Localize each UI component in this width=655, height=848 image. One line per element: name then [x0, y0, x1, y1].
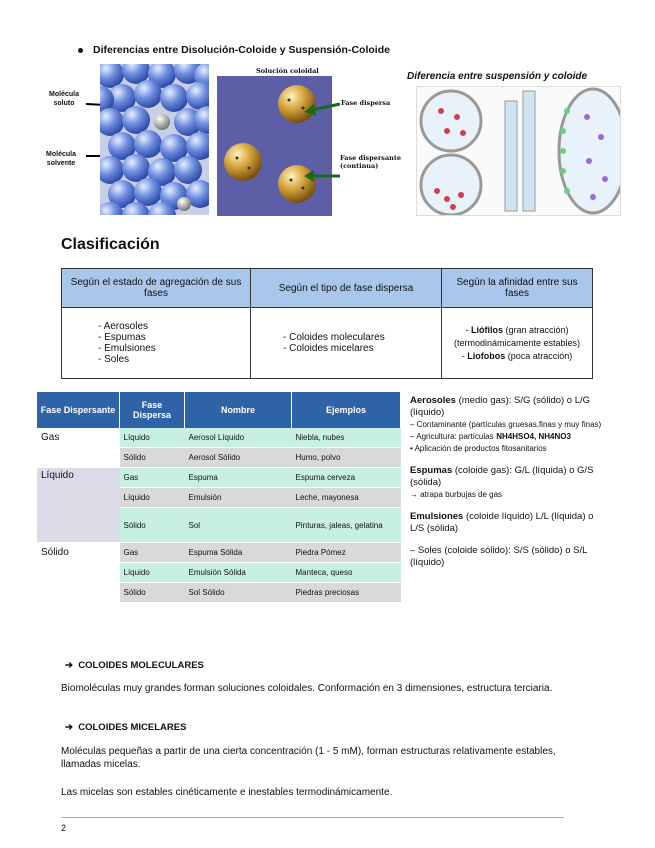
liofobos-line: - Liofobos (poca atracción)	[461, 350, 573, 361]
micelares-text1: Moléculas pequeñas a partir de una cierta concentración (1 - 5 mM), forman estructuras relativamente estables, llamadas micelas.	[61, 746, 556, 770]
label-soluto: Molécula soluto	[49, 91, 79, 107]
clasificacion-table	[61, 268, 593, 379]
ejemplo-cell: Piedras preciosas	[292, 583, 401, 603]
nombre-cell: Emulsión Sólida	[185, 563, 292, 583]
tipo-list	[267, 332, 435, 354]
header-dispersa: Fase Dispersa	[120, 392, 185, 428]
dispersa-cell: Sólido	[120, 583, 185, 603]
liofilos-note2: (termodinámicamente estables)	[453, 337, 581, 348]
suspension-vs-colloid-image	[416, 86, 621, 216]
bullet-dot	[78, 48, 83, 53]
dispersa-cell: Líquido	[120, 428, 185, 448]
dispersante-cell: Gas	[37, 428, 120, 468]
fases-table	[37, 392, 401, 603]
moleculares-text: Biomoléculas muy grandes forman soluciones coloidales. Conformación en 3 dimensiones, estructura terciaria.	[61, 683, 553, 694]
micelares-text2: Las micelas son estables cinéticamente e inestables termodinámicamente.	[61, 787, 393, 798]
nombre-cell: Emulsión	[185, 488, 292, 508]
header-ejemplos: Ejemplos	[292, 392, 401, 428]
molecules-drawing	[100, 64, 209, 215]
nombre-cell: Espuma Sólida	[185, 543, 292, 563]
col-estado	[62, 308, 251, 379]
dispersa-cell: Líquido	[120, 488, 185, 508]
nombre-cell: Sol	[185, 508, 292, 543]
suspension-drawing	[417, 87, 620, 215]
moleculares-heading: ➔ COLOIDES MOLECULARES	[65, 660, 204, 671]
header-tipo: Según el tipo de fase dispersa	[251, 269, 442, 308]
nombre-cell: Aerosol Sólido	[185, 448, 292, 468]
list-item: - Espumas	[98, 332, 244, 343]
soles-note: – Soles (coloide sólido): S/S (sólido) o S/L (líquido)	[410, 545, 588, 568]
dispersa-cell: Gas	[120, 543, 185, 563]
header-estado: Según el estado de agregación de sus fases	[62, 269, 251, 308]
ejemplo-cell: Leche, mayonesa	[292, 488, 401, 508]
colloid-figure-title: Solución coloidal	[256, 67, 319, 75]
espumas-note: Espumas (coloide gas): G/L (líquida) o G/S (sólida) → atrapa burbujas de gas	[410, 465, 594, 499]
page-number: 2	[61, 823, 67, 833]
liofilos-line: - Liófilos (gran atracción)	[465, 324, 569, 335]
label-fase-dispersa: Fase dispersa	[341, 99, 391, 107]
dispersa-cell: Sólido	[120, 508, 185, 543]
list-item: - Soles	[98, 354, 244, 365]
dispersa-cell: Gas	[120, 468, 185, 488]
table-row	[37, 428, 401, 448]
suspension-figure-title: Diferencia entre suspensión y coloide	[407, 71, 588, 82]
clasificacion-title: Clasificación	[61, 236, 160, 253]
list-item: - Coloides micelares	[283, 343, 435, 354]
col-tipo	[251, 308, 442, 379]
list-item: - Coloides moleculares	[283, 332, 435, 343]
header-afinidad: Según la afinidad entre sus fases	[442, 269, 593, 308]
dispersante-cell: Líquido	[37, 468, 120, 543]
section-bullet-title: Diferencias entre Disolución-Coloide y Suspensión-Coloide	[78, 44, 390, 56]
header-nombre: Nombre	[185, 392, 292, 428]
figure2-arrows	[302, 94, 342, 184]
footer-divider	[61, 817, 564, 818]
header-dispersante: Fase Dispersante	[37, 392, 120, 428]
micelares-heading: ➔ COLOIDES MICELARES	[65, 722, 187, 733]
nombre-cell: Espuma	[185, 468, 292, 488]
aerosoles-note: Aerosoles (medio gas): S/G (sólido) o L/G (líquido) – Contaminante (partículas gruesas,finas y muy finas) – Agricultura: partículas NH4HSO4, NH4NO3 • Aplicación de productos fitosanitarios	[410, 395, 602, 453]
label-fase-dispersante: Fase dispersante (continua)	[340, 154, 402, 170]
ejemplo-cell: Manteca, queso	[292, 563, 401, 583]
ejemplo-cell: Piedra Pómez	[292, 543, 401, 563]
ejemplo-cell: Niebla, nubes	[292, 428, 401, 448]
dispersa-cell: Líquido	[120, 563, 185, 583]
clasificacion-header-row	[62, 269, 593, 308]
clasificacion-body-row	[62, 308, 593, 379]
dispersa-cell: Sólido	[120, 448, 185, 468]
list-item: - Emulsiones	[98, 343, 244, 354]
estado-list	[82, 321, 244, 365]
solution-molecules-image	[100, 64, 209, 215]
ejemplo-cell: Espuma cerveza	[292, 468, 401, 488]
ejemplo-cell: Humo, polvo	[292, 448, 401, 468]
label-solvente: Molécula solvente	[46, 151, 76, 167]
emulsiones-note: Emulsiones (coloide líquido) L/L (líquida) o L/S (sólida)	[410, 511, 594, 534]
side-notes	[410, 395, 610, 579]
table-row	[37, 468, 401, 488]
nombre-cell: Aerosol Líquido	[185, 428, 292, 448]
nombre-cell: Sol Sólido	[185, 583, 292, 603]
table-row	[37, 543, 401, 563]
ejemplo-cell: Pinturas, jaleas, gelatina	[292, 508, 401, 543]
dispersante-cell: Sólido	[37, 543, 120, 603]
list-item: - Aerosoles	[98, 321, 244, 332]
fases-header-row	[37, 392, 401, 428]
col-afinidad	[442, 308, 593, 379]
